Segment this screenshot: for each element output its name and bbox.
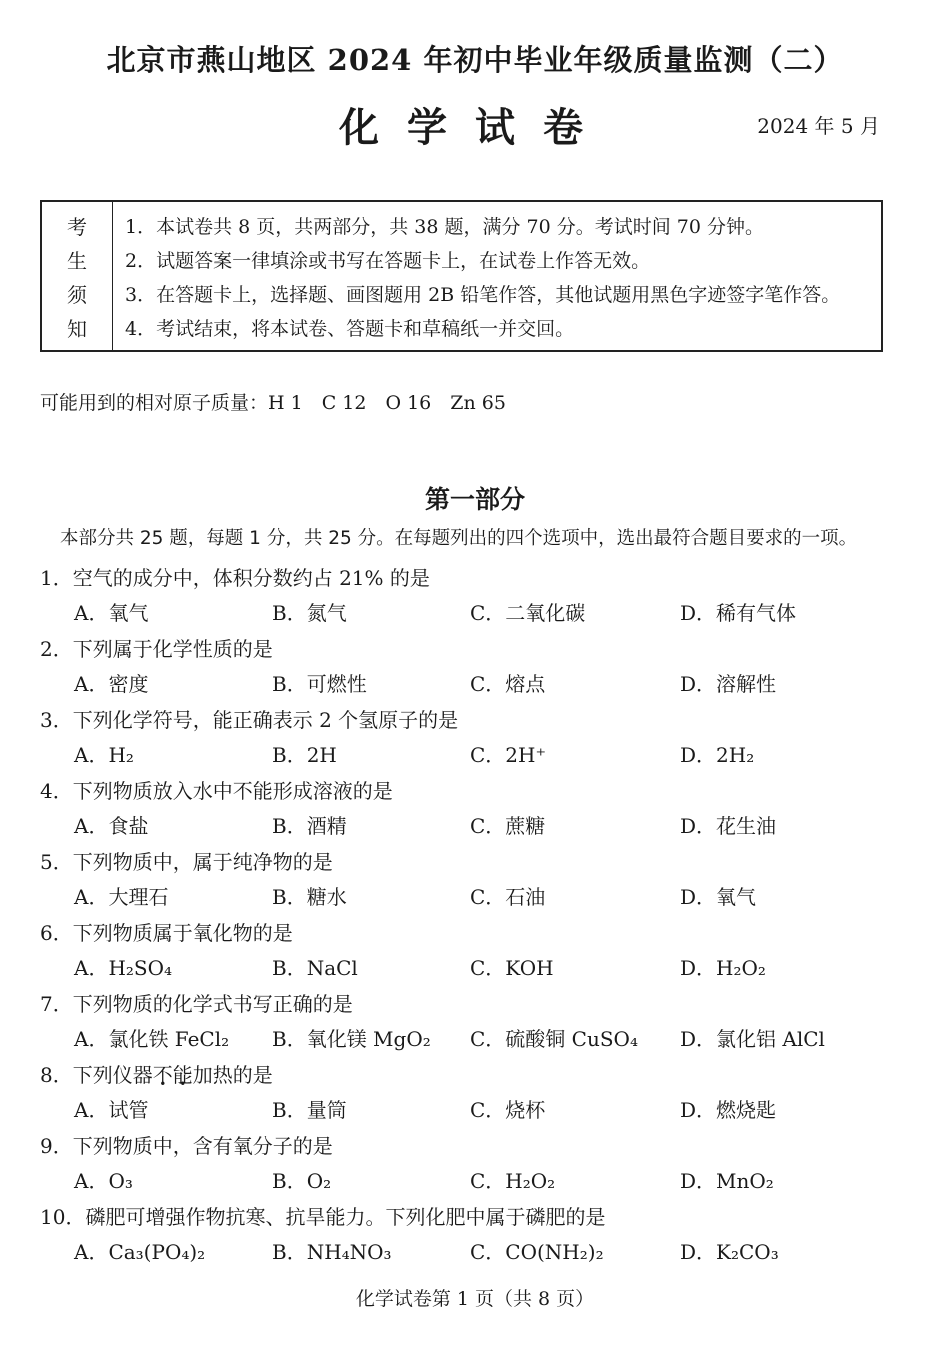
notice-item: 1．本试卷共 8 页，共两部分，共 38 题，满分 70 分。考试时间 70 分钟。 xyxy=(125,215,765,238)
option-a[interactable]: A．氯化铁 FeCl₂ xyxy=(74,1027,230,1051)
candidate-notice-box xyxy=(40,200,883,352)
option-d[interactable]: D．MnO₂ xyxy=(680,1169,774,1193)
subject-title: 化学试卷 xyxy=(339,104,611,151)
option-a[interactable]: A．H₂SO₄ xyxy=(74,956,173,980)
option-b[interactable]: B．NH₄NO₃ xyxy=(272,1240,392,1264)
atomic-masses xyxy=(40,388,506,415)
option-d[interactable]: D．K₂CO₃ xyxy=(680,1240,779,1264)
part1-instruction: 本部分共 25 题，每题 1 分，共 25 分。在每题列出的四个选项中，选出最符合题目要求的一项。 xyxy=(60,528,858,549)
option-d[interactable]: D．2H₂ xyxy=(680,743,755,767)
question-stem-text: 8．下列仪器 xyxy=(40,1063,153,1087)
exam-date: 2024 年 5 月 xyxy=(757,114,880,138)
question-stem: 2．下列属于化学性质的是 xyxy=(40,637,273,661)
question-stem-text: 加热的是 xyxy=(192,1063,273,1087)
option-a[interactable]: A．O₃ xyxy=(74,1169,133,1193)
option-b[interactable]: B．O₂ xyxy=(272,1169,332,1193)
option-d[interactable]: D．H₂O₂ xyxy=(680,956,766,980)
option-b[interactable]: B．2H xyxy=(272,743,337,767)
option-a[interactable]: A．食盐 xyxy=(74,814,149,838)
option-b[interactable]: B．酒精 xyxy=(272,814,347,838)
question-stem: 3．下列化学符号，能正确表示 2 个氢原子的是 xyxy=(40,708,459,732)
option-d[interactable]: D．稀有气体 xyxy=(680,601,797,625)
option-c[interactable]: C．CO(NH₂)₂ xyxy=(470,1240,604,1264)
option-a[interactable]: A．密度 xyxy=(74,672,149,696)
question-stem: 6．下列物质属于氧化物的是 xyxy=(40,921,293,945)
option-a[interactable]: A．Ca₃(PO₄)₂ xyxy=(74,1240,206,1264)
option-b[interactable]: B．量筒 xyxy=(272,1098,347,1122)
question-stem xyxy=(40,1059,273,1088)
part1-title: 第一部分 xyxy=(424,485,525,514)
option-d[interactable]: D．花生油 xyxy=(680,814,777,838)
notice-item: 3．在答题卡上，选择题、画图题用 2B 铅笔作答，其他试题用黑色字迹签字笔作答。 xyxy=(125,283,841,306)
option-c[interactable]: C．蔗糖 xyxy=(470,814,546,838)
option-a[interactable]: A．H₂ xyxy=(74,743,134,767)
question-stem: 10．磷肥可增强作物抗寒、抗旱能力。下列化肥中属于磷肥的是 xyxy=(40,1205,606,1229)
option-d[interactable]: D．燃烧匙 xyxy=(680,1098,777,1122)
option-c[interactable]: C．硫酸铜 CuSO₄ xyxy=(470,1027,638,1051)
atomic-masses-values: H 1 C 12 O 16 Zn 65 xyxy=(268,392,506,414)
question-stem: 9．下列物质中，含有氧分子的是 xyxy=(40,1134,333,1158)
notice-label-char: 生 xyxy=(67,248,87,273)
option-c[interactable]: C．H₂O₂ xyxy=(470,1169,556,1193)
question-stem: 1．空气的成分中，体积分数约占 21% 的是 xyxy=(40,566,430,590)
option-c[interactable]: C．石油 xyxy=(470,885,546,909)
question-stem: 7．下列物质的化学式书写正确的是 xyxy=(40,992,353,1016)
option-b[interactable]: B．氧化镁 MgO₂ xyxy=(272,1027,431,1051)
exam-title: 北京市燕山地区 2024 年初中毕业年级质量监测（二） xyxy=(106,43,844,77)
notice-label xyxy=(42,202,113,350)
option-a[interactable]: A．氧气 xyxy=(74,601,149,625)
option-a[interactable]: A．大理石 xyxy=(74,885,169,909)
notice-label-char: 知 xyxy=(67,316,87,341)
option-b[interactable]: B．NaCl xyxy=(272,956,358,980)
option-c[interactable]: C．烧杯 xyxy=(470,1098,546,1122)
atomic-masses-label: 可能用到的相对原子质量： xyxy=(40,392,269,414)
option-d[interactable]: D．溶解性 xyxy=(680,672,777,696)
option-c[interactable]: C．熔点 xyxy=(470,672,546,696)
option-b[interactable]: B．糖水 xyxy=(272,885,347,909)
page-footer: 化学试卷第 1 页（共 8 页） xyxy=(355,1288,595,1310)
emphasis-char: 不 xyxy=(152,1063,173,1087)
notice-items xyxy=(113,202,881,350)
option-b[interactable]: B．氮气 xyxy=(272,601,347,625)
notice-label-char: 考 xyxy=(67,214,87,239)
notice-label-char: 须 xyxy=(67,282,87,307)
emphasis-char: 能 xyxy=(172,1063,193,1087)
option-d[interactable]: D．氯化铝 AlCl xyxy=(680,1027,825,1051)
notice-item: 4．考试结束，将本试卷、答题卡和草稿纸一并交回。 xyxy=(125,317,575,340)
option-d[interactable]: D．氧气 xyxy=(680,885,757,909)
question-stem: 5．下列物质中，属于纯净物的是 xyxy=(40,850,333,874)
option-b[interactable]: B．可燃性 xyxy=(272,672,367,696)
option-a[interactable]: A．试管 xyxy=(74,1098,149,1122)
option-c[interactable]: C．KOH xyxy=(470,956,554,980)
option-c[interactable]: C．2H⁺ xyxy=(470,743,547,767)
notice-item: 2．试题答案一律填涂或书写在答题卡上，在试卷上作答无效。 xyxy=(125,249,651,272)
option-c[interactable]: C．二氧化碳 xyxy=(470,601,586,625)
question-stem: 4．下列物质放入水中不能形成溶液的是 xyxy=(40,779,393,803)
